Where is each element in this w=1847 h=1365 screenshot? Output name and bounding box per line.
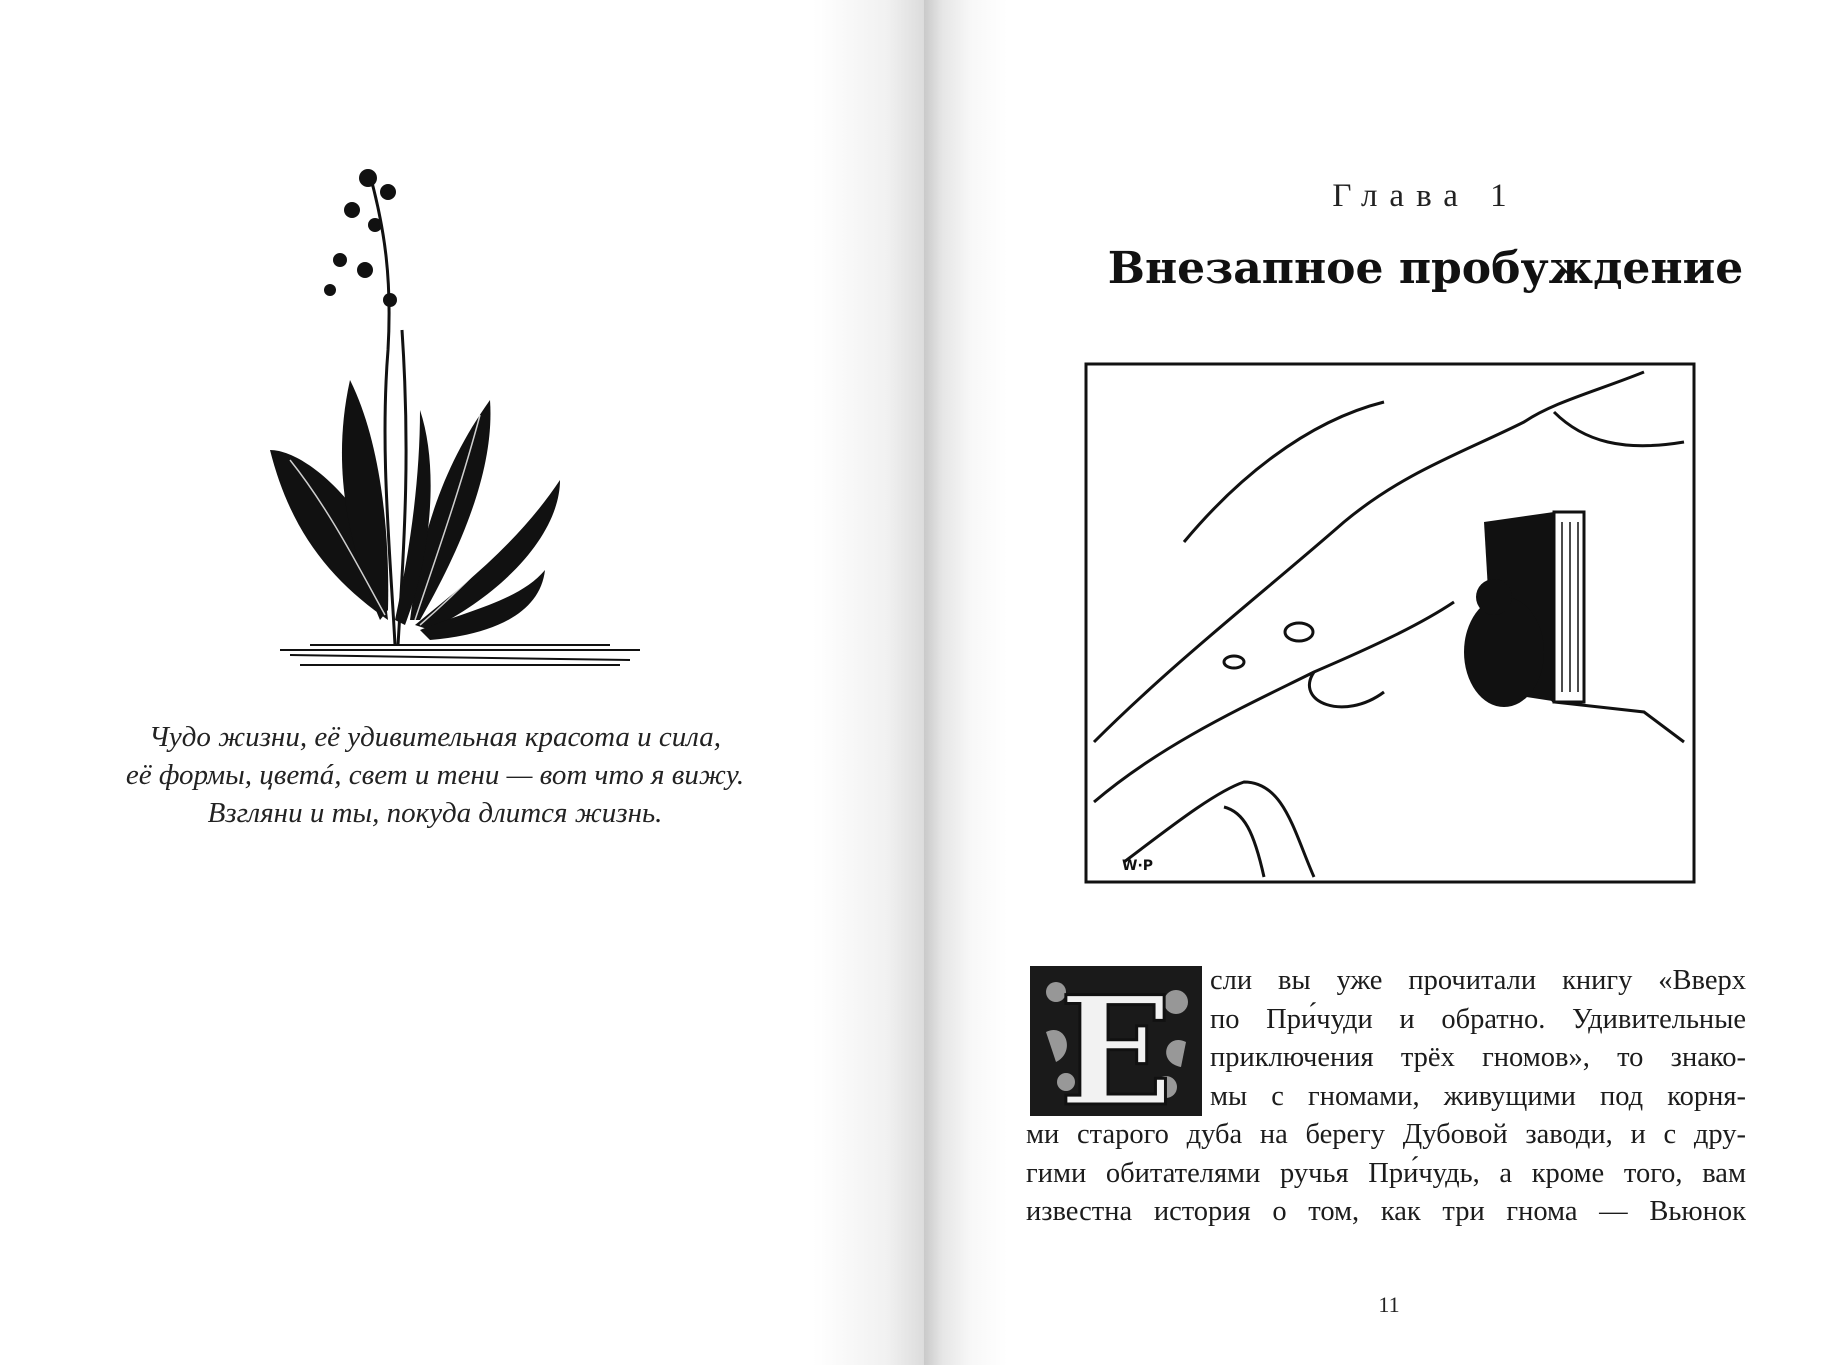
primrose-illustration bbox=[270, 150, 650, 670]
text-line: мы с гномами, живущими под корня- bbox=[1210, 1080, 1746, 1112]
text-line: по При́чуди и обратно. Удивительные bbox=[1210, 1003, 1746, 1035]
text-line: сли вы уже прочитали книгу «Вверх bbox=[1210, 965, 1746, 996]
page-number: 11 bbox=[1378, 1292, 1400, 1317]
epigraph-line: Взгляни и ты, покуда длится жизнь. bbox=[207, 797, 663, 829]
illustration-signature: W·P bbox=[1122, 858, 1154, 874]
chapter-title: Внезапное пробуждение bbox=[1107, 243, 1744, 294]
gnome-door-illustration bbox=[1084, 362, 1696, 884]
epigraph-line: Чудо жизни, её удивительная красота и сила, bbox=[148, 721, 722, 753]
text-line: гими обитателями ручья При́чудь, а кроме того, вам bbox=[1026, 1157, 1746, 1189]
text-line: ми старого дуба на берегу Дубовой заводи, и с дру- bbox=[1026, 1119, 1746, 1150]
body-text bbox=[1026, 962, 1746, 1232]
epigraph bbox=[80, 718, 790, 832]
text-line: известна история о том, как три гнома — Вьюнок bbox=[1026, 1196, 1746, 1227]
chapter-label: Глава 1 bbox=[1332, 178, 1519, 214]
epigraph-line: её формы, цветá, свет и тени — вот что я вижу. bbox=[125, 759, 745, 791]
text-line: приключения трёх гномов», то знако- bbox=[1210, 1042, 1746, 1073]
dropcap-letter: Е bbox=[1058, 964, 1174, 1120]
